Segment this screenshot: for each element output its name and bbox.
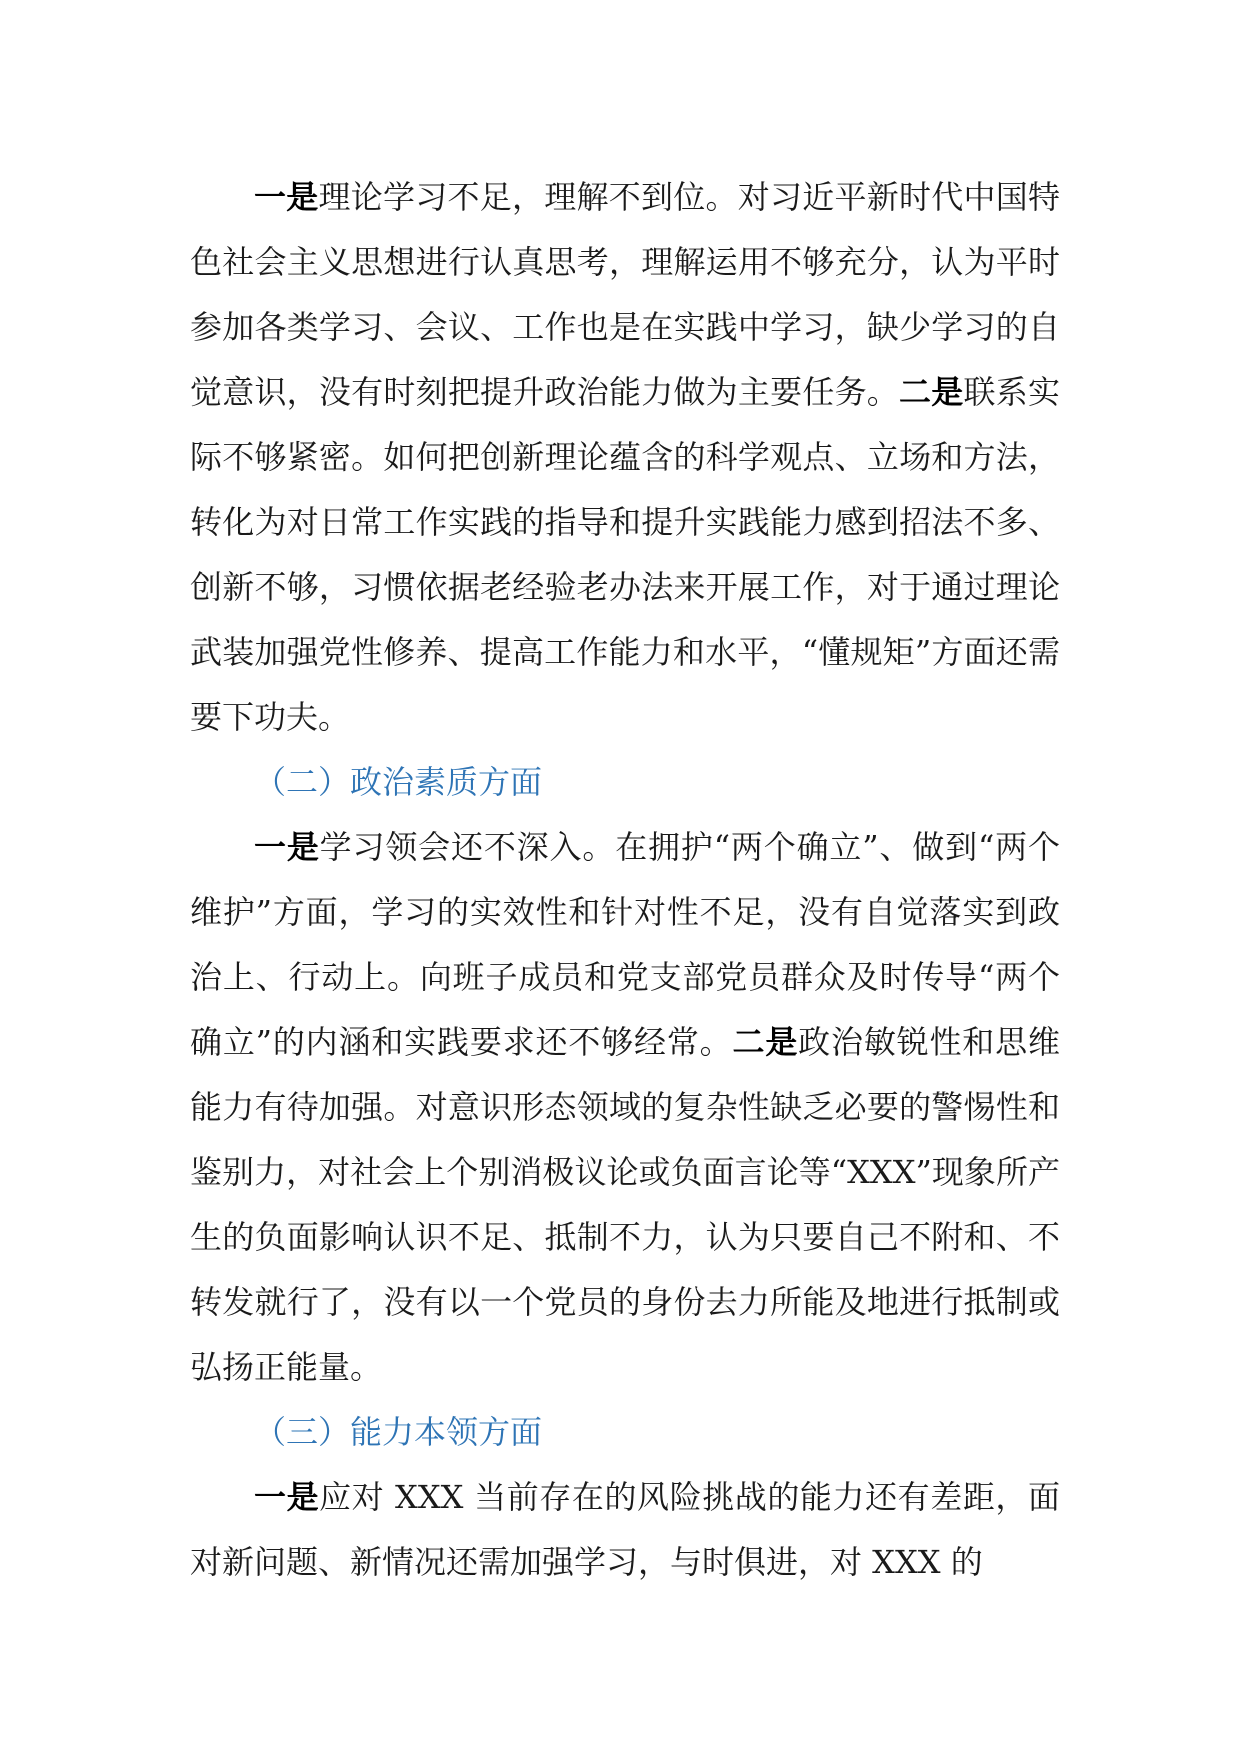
point-text-first: 学习领会还不深入。在拥护“两个确立”、做到“两个维护”方面，学习的实效性和针对性不足，没有自觉落实到政治上、行动上。向班子成员和党支部党员群众及时传导“两个确立”的内涵和实践要求还不够经常。 [190, 828, 1060, 1061]
point-text-first: 应对 XXX 当前存在的风险挑战的能力还有差距，面对新问题、新情况还需加强学习，与时俱进，对 XXX 的 [190, 1478, 1060, 1581]
point-lead-second: 二是 [732, 1023, 799, 1061]
document-body [190, 165, 1060, 1595]
paragraph-ability [190, 1465, 1060, 1595]
point-lead-first: 一是 [254, 828, 320, 866]
point-lead-first: 一是 [254, 1478, 320, 1516]
point-text-second: 联系实际不够紧密。如何把创新理论蕴含的科学观点、立场和方法，转化为对日常工作实践的指导和提升实践能力感到招法不多、创新不够，习惯依据老经验老办法来开展工作，对于通过理论武装加强党性修养、提高工作能力和水平，“懂规矩”方面还需要下功夫。 [190, 373, 1060, 736]
section-heading-political-quality: （二）政治素质方面 [254, 763, 543, 801]
point-text-first: 理论学习不足，理解不到位。对习近平新时代中国特色社会主义思想进行认真思考，理解运用不够充分，认为平时参加各类学习、会议、工作也是在实践中学习，缺少学习的自觉意识，没有时刻把提升政治能力做为主要任务。 [190, 178, 1060, 411]
paragraph-political-quality [190, 815, 1060, 1400]
paragraph-theory-study [190, 165, 1060, 750]
section-heading-ability: （三）能力本领方面 [254, 1413, 543, 1451]
point-lead-second: 二是 [899, 373, 964, 411]
point-lead-first: 一是 [254, 178, 319, 216]
point-text-second: 政治敏锐性和思维能力有待加强。对意识形态领域的复杂性缺乏必要的警惕性和鉴别力，对社会上个别消极议论或负面言论等“XXX”现象所产生的负面影响认识不足、抵制不力，认为只要自己不附和、不转发就行了，没有以一个党员的身份去力所能及地进行抵制或弘扬正能量。 [190, 1023, 1060, 1386]
